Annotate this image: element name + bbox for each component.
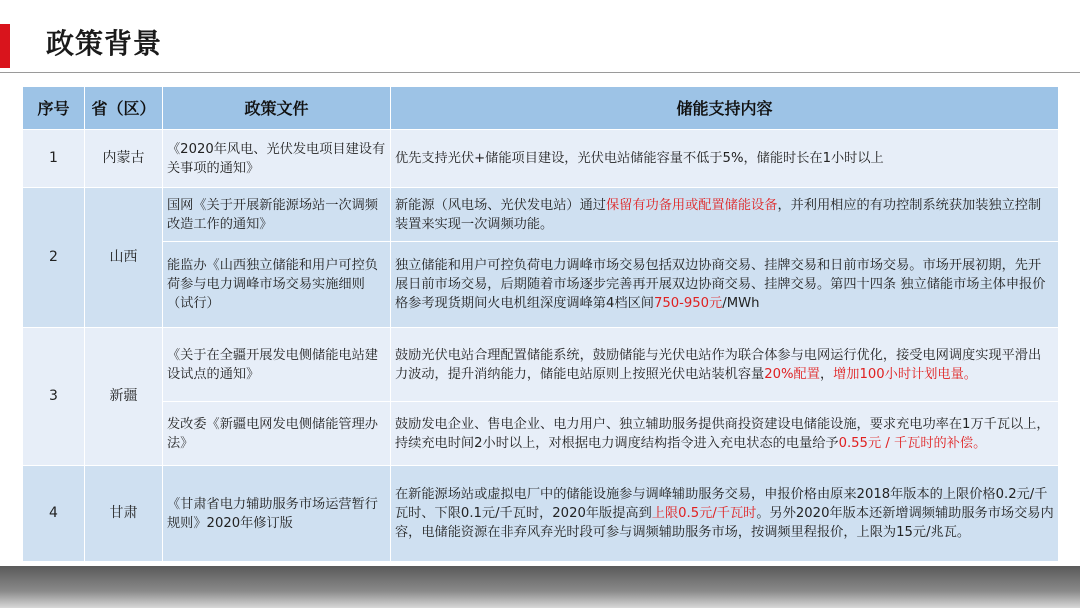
row-index: 1 bbox=[23, 130, 85, 188]
policy-document: 国网《关于开展新能源场站一次调频改造工作的通知》 bbox=[163, 188, 391, 242]
table-row bbox=[23, 188, 1059, 242]
highlight-text: 保留有功备用或配置储能设备 bbox=[606, 197, 778, 213]
highlight-text: 20%配置 bbox=[764, 366, 820, 382]
row-index: 4 bbox=[23, 466, 85, 562]
policy-document: 《2020年风电、光伏发电项目建设有关事项的通知》 bbox=[163, 130, 391, 188]
header-storage-support: 储能支持内容 bbox=[391, 87, 1059, 130]
content-text: 独立储能和用户可控负荷电力调峰市场交易包括双边协商交易、挂牌交易和日前市场交易。市场开展初期，先开展日前市场交易，后期随着市场逐步完善再开展双边协商交易、挂牌交易。第四十四条 独立储能市场主体申报价格参考现货期间火电机组深度调峰第4档区间 bbox=[395, 258, 1046, 311]
header-policy-document: 政策文件 bbox=[163, 87, 391, 130]
header-region: 省（区） bbox=[85, 87, 163, 130]
support-content bbox=[391, 188, 1059, 242]
support-content bbox=[391, 466, 1059, 562]
footer-band bbox=[0, 566, 1080, 608]
support-content bbox=[391, 242, 1059, 328]
content-text: 鼓励光伏电站合理配置储能系统，鼓励储能与光伏电站作为联合体参与电网运行优化，接受电网调度实现平滑出力波动，提升消纳能力，储能电站原则上按照光伏电站装机容量 bbox=[395, 347, 1042, 382]
highlight-text: 0.55元 / 千瓦时的补偿。 bbox=[838, 435, 987, 451]
content-text: 鼓励发电企业、售电企业、电力用户、独立辅助服务提供商投资建设电储能设施，要求充电功率在1万千瓦以上，持续充电时间2小时以上，对根据电力调度结构指令进入充电状态的电量给予 bbox=[395, 416, 1050, 451]
content-text: 新能源（风电场、光伏发电站）通过 bbox=[395, 197, 606, 213]
content-text: /MWh bbox=[722, 296, 760, 311]
policy-document: 发改委《新疆电网发电侧储能管理办法》 bbox=[163, 402, 391, 466]
highlight-text: 750-950元 bbox=[653, 296, 723, 311]
row-region: 甘肃 bbox=[85, 466, 163, 562]
content-text: ， bbox=[819, 366, 834, 382]
highlight-text: 上限0.5元/千瓦时 bbox=[651, 506, 757, 521]
table-row bbox=[23, 130, 1059, 188]
content-text: 在新能源场站或虚拟电厂中的储能设施参与调峰辅助服务交易，申报价格由原来2018年版本的上限价格0.2元/千瓦时、下限0.1元/千瓦时，2020年版提高到 bbox=[395, 487, 1048, 521]
content-text: ，并利用相应的有功控制系统获加装独立控制装置来实现一次调频功能。 bbox=[395, 197, 1042, 232]
row-region: 内蒙古 bbox=[85, 130, 163, 188]
row-region: 新疆 bbox=[85, 328, 163, 466]
row-region: 山西 bbox=[85, 188, 163, 328]
policy-document: 《关于在全疆开展发电侧储能电站建设试点的通知》 bbox=[163, 328, 391, 402]
support-content bbox=[391, 130, 1059, 188]
content-text: 优先支持光伏+储能项目建设，光伏电站储能容量不低于5%，储能时长在1小时以上 bbox=[395, 151, 884, 166]
content-text: 。另外2020年版本还新增调频辅助服务市场交易内容，电储能资源在非弃风弃光时段可参与调频辅助服务市场，按调频里程报价，上限为15元/兆瓦。 bbox=[395, 506, 1054, 540]
support-content bbox=[391, 402, 1059, 466]
table-row bbox=[23, 242, 1059, 328]
table-header-row bbox=[23, 87, 1059, 130]
table-row bbox=[23, 466, 1059, 562]
header-index: 序号 bbox=[23, 87, 85, 130]
highlight-text: 增加100小时计划电量。 bbox=[833, 366, 977, 382]
policy-document: 能监办《山西独立储能和用户可控负荷参与电力调峰市场交易实施细则（试行） bbox=[163, 242, 391, 328]
row-index: 2 bbox=[23, 188, 85, 328]
policy-table bbox=[22, 86, 1059, 562]
row-index: 3 bbox=[23, 328, 85, 466]
page-title: 政策背景 bbox=[46, 27, 163, 60]
policy-document: 《甘肃省电力辅助服务市场运营暂行规则》2020年修订版 bbox=[163, 466, 391, 562]
table-row bbox=[23, 402, 1059, 466]
title-accent-bar bbox=[0, 24, 10, 68]
title-divider bbox=[0, 72, 1080, 73]
support-content bbox=[391, 328, 1059, 402]
table-row bbox=[23, 328, 1059, 402]
